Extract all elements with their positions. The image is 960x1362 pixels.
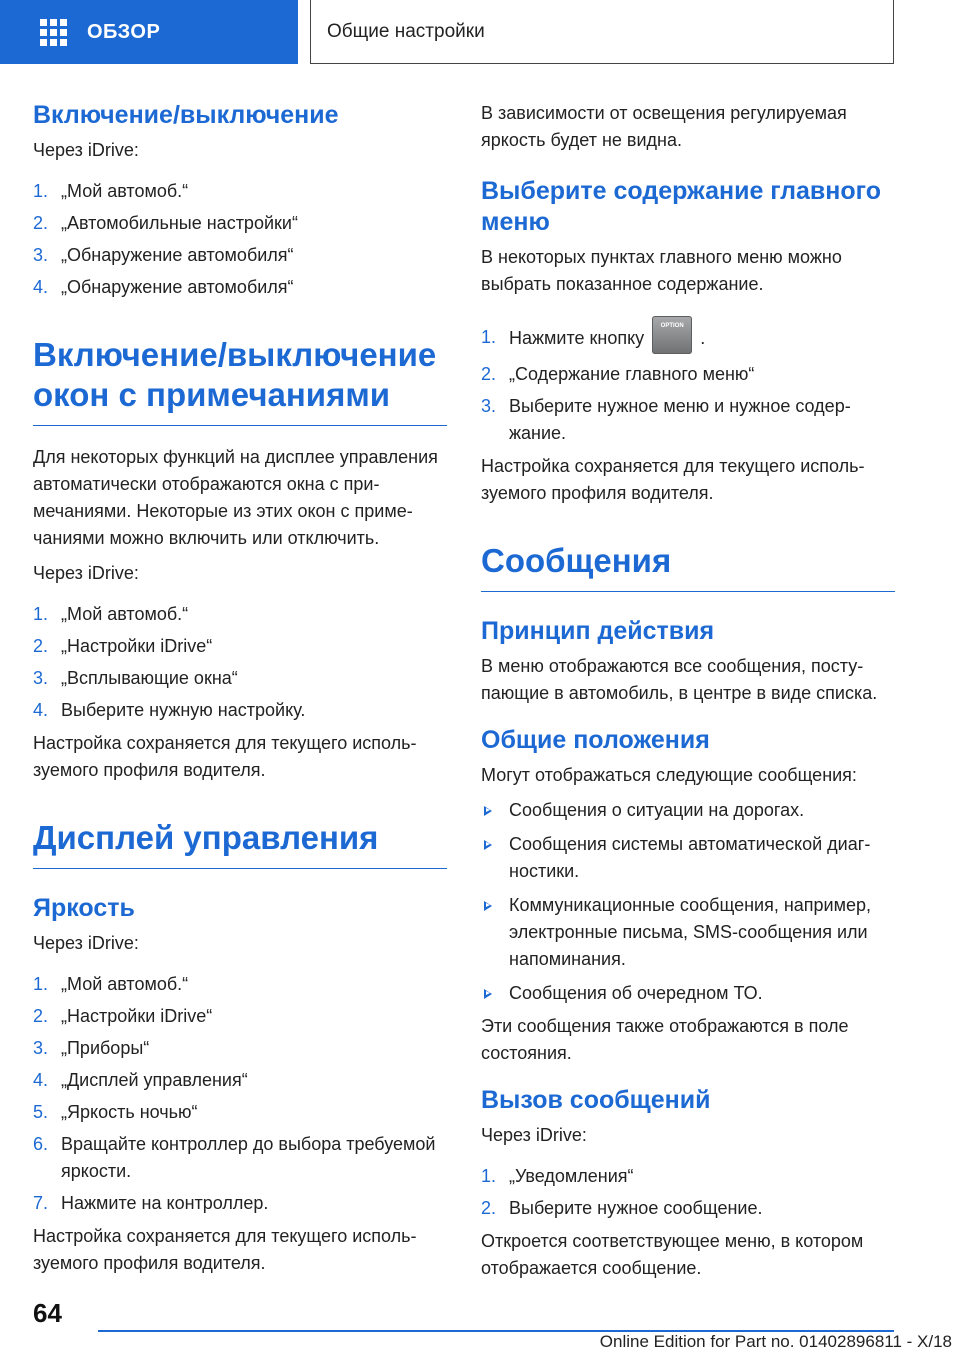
heading-notes-windows: Включение/выключение окон с примечаниями <box>33 335 447 426</box>
overview-tab-label: ОБЗОР <box>87 20 161 43</box>
list-item: 4. Выберите нужную настройку. <box>33 700 306 720</box>
list-item: 5. „Яркость ночью“ <box>33 1102 198 1122</box>
heading-call-messages: Вызов сообщений <box>481 1086 711 1114</box>
list-item: Сообщения системы автоматической диагностики. <box>481 831 895 885</box>
bullet-list <box>481 797 895 1007</box>
paragraph: Для некоторых функций на дисплее управления автоматически отображаются окна с примечаниями. Некоторые из этих окон с примечаниями можно включить или отключить. <box>33 447 438 548</box>
list-item: 1. „Мой автомоб.“ <box>33 604 189 624</box>
steps-list <box>33 601 447 724</box>
footer-edition: Online Edition for Part no. 01402896811 - X/18 <box>599 1332 952 1351</box>
list-item: 6. Вращайте контроллер до выбора требуемой яркости. <box>33 1134 436 1181</box>
list-item: 2. Выберите нужное сообщение. <box>481 1198 763 1218</box>
list-item: 3. „Обнаружение автомобиля“ <box>33 245 294 265</box>
paragraph: Через iDrive: <box>33 563 139 583</box>
bullet-triangle-icon <box>484 989 492 999</box>
option-button-icon: OPTION <box>652 316 692 354</box>
list-item: 7. Нажмите на контроллер. <box>33 1193 269 1213</box>
list-item: 3. „Всплывающие окна“ <box>33 668 238 688</box>
list-item: Сообщения о ситуации на дорогах. <box>481 797 895 824</box>
paragraph: Через iDrive: <box>33 933 139 953</box>
steps-list <box>481 324 895 447</box>
paragraph: Эти сообщения также отображаются в поле состояния. <box>481 1016 849 1063</box>
list-item: 1. „Уведомления“ <box>481 1166 634 1186</box>
paragraph: В меню отображаются все сообщения, поступающие в автомобиль, в центре в виде списка. <box>481 656 878 703</box>
overview-tab[interactable] <box>0 0 298 64</box>
page-number: 64 <box>33 1298 62 1328</box>
steps-list <box>33 971 447 1217</box>
heading-on-off: Включение/выключение <box>33 101 339 129</box>
paragraph: Настройка сохраняется для текущего используемого профиля водителя. <box>481 456 865 503</box>
list-item: 2. „Автомобильные настройки“ <box>33 213 298 233</box>
paragraph: Могут отображаться следующие сообщения: <box>481 765 857 785</box>
paragraph: Через iDrive: <box>481 1125 587 1145</box>
heading-control-display: Дисплей управления <box>33 818 447 869</box>
heading-general: Общие положения <box>481 726 710 754</box>
paragraph: Настройка сохраняется для текущего используемого профиля водителя. <box>33 733 417 780</box>
paragraph: В некоторых пунктах главного меню можно выбрать показанное содержание. <box>481 247 842 294</box>
paragraph: В зависимости от освещения регулируемая яркость будет не видна. <box>481 103 847 150</box>
bullet-triangle-icon <box>484 840 492 850</box>
list-item: 2. „Содержание главного меню“ <box>481 364 755 384</box>
list-item: 1. Нажмите кнопкуOPTION. <box>481 324 895 354</box>
section-tab[interactable] <box>310 0 894 64</box>
heading-principle: Принцип действия <box>481 617 715 645</box>
list-item: 2. „Настройки iDrive“ <box>33 636 213 656</box>
heading-messages: Сообщения <box>481 541 895 592</box>
list-item: 2. „Настройки iDrive“ <box>33 1006 213 1026</box>
paragraph: Через iDrive: <box>33 140 139 160</box>
paragraph: Откроется соответствующее меню, в котором отображается сообщение. <box>481 1231 864 1278</box>
list-item: 3. Выберите нужное меню и нужное содержание. <box>481 396 851 443</box>
list-item: 3. „Приборы“ <box>33 1038 150 1058</box>
paragraph: Настройка сохраняется для текущего используемого профиля водителя. <box>33 1226 417 1273</box>
list-item: 4. „Дисплей управления“ <box>33 1070 248 1090</box>
heading-brightness: Яркость <box>33 894 135 922</box>
list-item: Сообщения об очередном ТО. <box>481 980 895 1007</box>
list-item: 1. „Мой автомоб.“ <box>33 181 189 201</box>
left-column <box>33 100 447 1277</box>
steps-list <box>481 1163 895 1222</box>
grid-icon <box>40 19 67 46</box>
bullet-triangle-icon <box>484 901 492 911</box>
right-column <box>481 100 895 1282</box>
list-item: 1. „Мой автомоб.“ <box>33 974 189 994</box>
heading-main-menu-content: Выберите содержание главного меню <box>481 177 881 236</box>
section-tab-label: Общие настройки <box>327 20 485 42</box>
list-item: Коммуникационные сообщения, например, электронные письма, SMS-сообщения или напоминания. <box>481 892 895 973</box>
bullet-triangle-icon <box>484 806 492 816</box>
list-item: 4. „Обнаружение автомобиля“ <box>33 277 294 297</box>
steps-list <box>33 178 447 301</box>
